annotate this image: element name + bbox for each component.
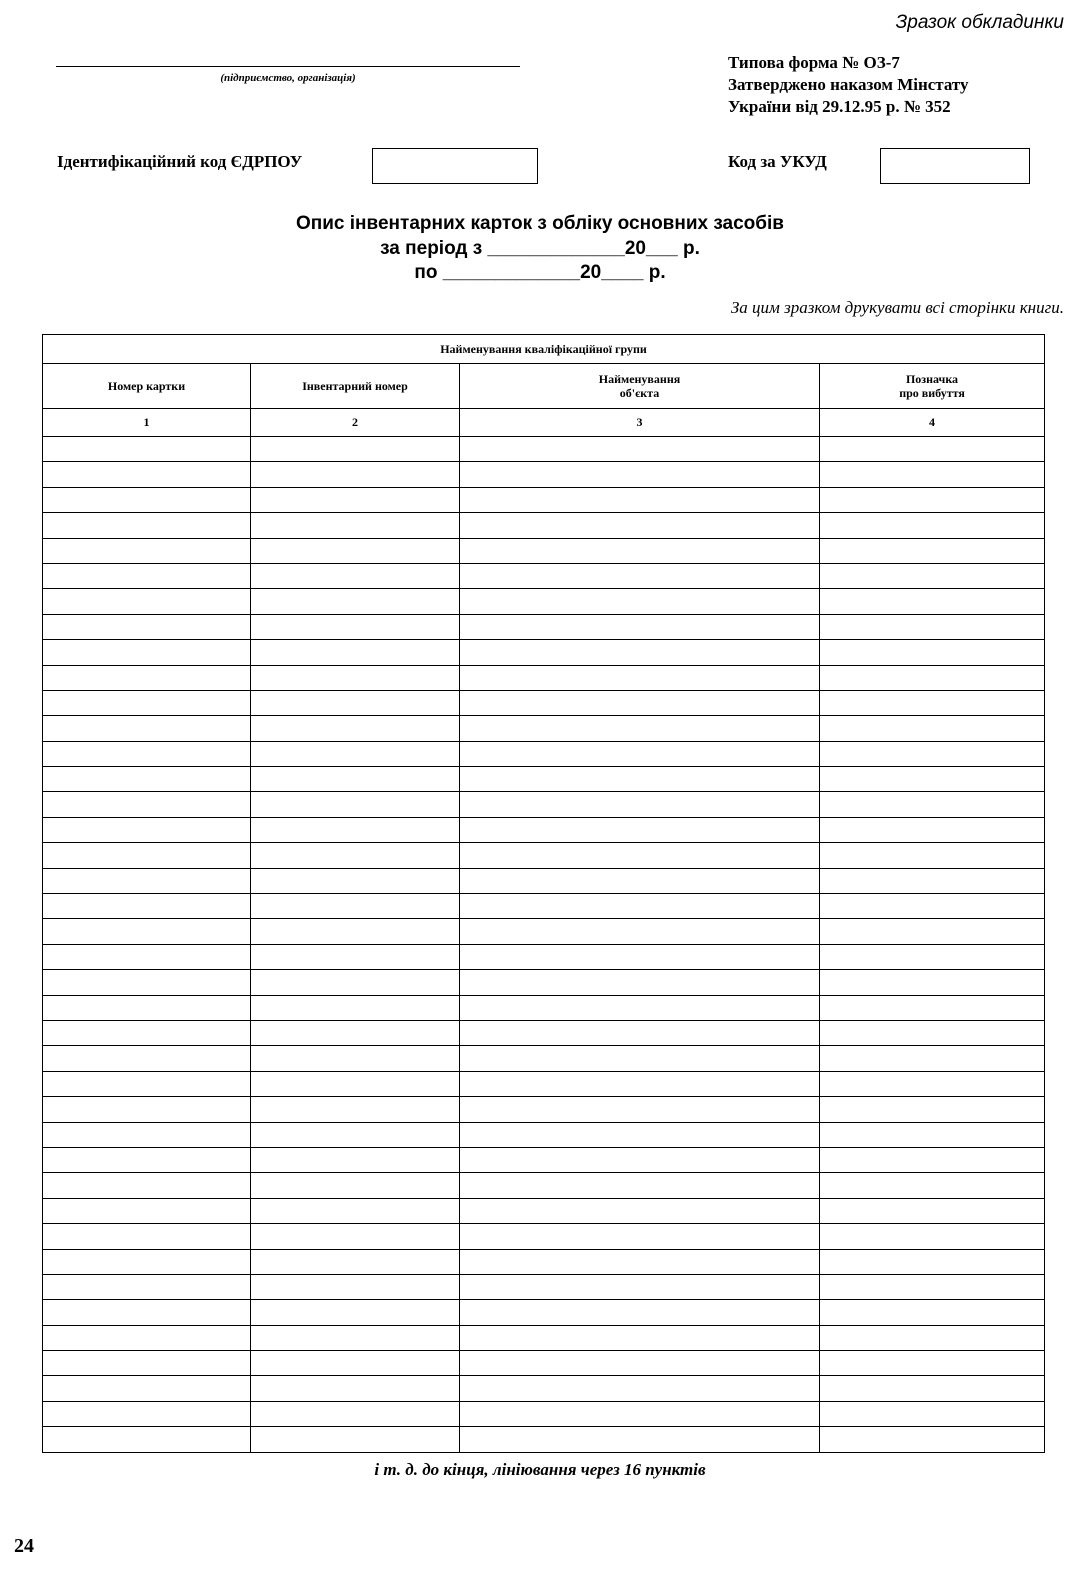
table-row bbox=[43, 868, 1045, 893]
table-cell[interactable] bbox=[820, 1198, 1045, 1223]
table-cell[interactable] bbox=[820, 1046, 1045, 1071]
table-cell[interactable] bbox=[251, 817, 460, 842]
table-cell[interactable] bbox=[251, 970, 460, 995]
period-to: по _____________20____ р. bbox=[414, 262, 666, 283]
table-cell[interactable] bbox=[460, 1325, 820, 1350]
table-cell[interactable] bbox=[43, 1147, 251, 1172]
ukud-box[interactable] bbox=[880, 148, 1030, 184]
table-cell[interactable] bbox=[820, 1122, 1045, 1147]
table-cell[interactable] bbox=[820, 970, 1045, 995]
table-row bbox=[43, 1020, 1045, 1045]
table-cell[interactable] bbox=[460, 970, 820, 995]
group-header-cell: Найменування кваліфікаційної групи bbox=[43, 335, 1045, 364]
table-row bbox=[43, 1046, 1045, 1071]
table-cell[interactable] bbox=[460, 792, 820, 817]
table-row bbox=[43, 817, 1045, 842]
table-cell[interactable] bbox=[251, 1198, 460, 1223]
table-cell[interactable] bbox=[820, 1325, 1045, 1350]
table-row bbox=[43, 843, 1045, 868]
table-cell[interactable] bbox=[251, 1046, 460, 1071]
table-cell[interactable] bbox=[251, 437, 460, 462]
table-cell[interactable] bbox=[820, 513, 1045, 538]
table-row bbox=[43, 1401, 1045, 1426]
table-cell[interactable] bbox=[820, 1300, 1045, 1325]
table-cell[interactable] bbox=[43, 563, 251, 588]
column-number-3: 3 bbox=[460, 409, 820, 437]
table-cell[interactable] bbox=[43, 1300, 251, 1325]
page-number: 24 bbox=[14, 1535, 34, 1557]
table-row bbox=[43, 614, 1045, 639]
table-row bbox=[43, 792, 1045, 817]
table-row bbox=[43, 1351, 1045, 1376]
print-note: За цим зразком друкувати всі сторінки книги. bbox=[730, 298, 1064, 317]
form-number: Типова форма № ОЗ-7 bbox=[728, 53, 900, 72]
table-cell[interactable] bbox=[43, 970, 251, 995]
table-cell[interactable] bbox=[460, 614, 820, 639]
group-header-row bbox=[43, 335, 1045, 364]
column-number-2: 2 bbox=[251, 409, 460, 437]
form-info bbox=[728, 52, 969, 118]
table-cell[interactable] bbox=[43, 1376, 251, 1401]
table-row bbox=[43, 1427, 1045, 1452]
column-header-object-name: Найменування об'єкта bbox=[460, 364, 820, 409]
table-cell[interactable] bbox=[251, 563, 460, 588]
table-cell[interactable] bbox=[460, 665, 820, 690]
column-number-1: 1 bbox=[43, 409, 251, 437]
table-cell[interactable] bbox=[820, 767, 1045, 792]
table-cell[interactable] bbox=[460, 1198, 820, 1223]
table-cell[interactable] bbox=[460, 487, 820, 512]
table-cell[interactable] bbox=[251, 614, 460, 639]
table-cell[interactable] bbox=[43, 640, 251, 665]
table-cell[interactable] bbox=[43, 868, 251, 893]
table-cell[interactable] bbox=[43, 1274, 251, 1299]
table-cell[interactable] bbox=[251, 1097, 460, 1122]
table-row bbox=[43, 741, 1045, 766]
table-row bbox=[43, 1097, 1045, 1122]
table-cell[interactable] bbox=[251, 995, 460, 1020]
table-cell[interactable] bbox=[43, 1046, 251, 1071]
table-cell[interactable] bbox=[460, 919, 820, 944]
table-cell[interactable] bbox=[460, 741, 820, 766]
table-cell[interactable] bbox=[251, 1376, 460, 1401]
table-cell[interactable] bbox=[251, 1274, 460, 1299]
table-cell[interactable] bbox=[251, 1071, 460, 1096]
table-cell[interactable] bbox=[460, 1173, 820, 1198]
table-cell[interactable] bbox=[460, 1224, 820, 1249]
table-cell[interactable] bbox=[820, 1427, 1045, 1452]
table-cell[interactable] bbox=[820, 1249, 1045, 1274]
table-cell[interactable] bbox=[820, 716, 1045, 741]
table-cell[interactable] bbox=[820, 868, 1045, 893]
table-cell[interactable] bbox=[460, 1401, 820, 1426]
table-cell[interactable] bbox=[43, 894, 251, 919]
footer-note: і т. д. до кінця, лініювання через 16 пунктів bbox=[374, 1460, 706, 1479]
table-cell[interactable] bbox=[43, 843, 251, 868]
table-cell[interactable] bbox=[251, 1401, 460, 1426]
table-cell[interactable] bbox=[251, 868, 460, 893]
edrpou-label: Ідентифікаційний код ЄДРПОУ bbox=[57, 152, 303, 171]
table-cell[interactable] bbox=[43, 1122, 251, 1147]
table-cell[interactable] bbox=[43, 1071, 251, 1096]
form-approval-date: України від 29.12.95 р. № 352 bbox=[728, 97, 951, 116]
table-cell[interactable] bbox=[251, 1147, 460, 1172]
table-row bbox=[43, 995, 1045, 1020]
table-cell[interactable] bbox=[251, 513, 460, 538]
table-cell[interactable] bbox=[460, 1046, 820, 1071]
table-cell[interactable] bbox=[460, 640, 820, 665]
table-cell[interactable] bbox=[820, 437, 1045, 462]
table-cell[interactable] bbox=[460, 513, 820, 538]
table-cell[interactable] bbox=[43, 690, 251, 715]
table-row bbox=[43, 1071, 1045, 1096]
table-row bbox=[43, 665, 1045, 690]
table-cell[interactable] bbox=[43, 513, 251, 538]
table-cell[interactable] bbox=[251, 1173, 460, 1198]
table-cell[interactable] bbox=[43, 1325, 251, 1350]
table-row bbox=[43, 538, 1045, 563]
table-row bbox=[43, 767, 1045, 792]
table-cell[interactable] bbox=[251, 1122, 460, 1147]
table-row bbox=[43, 1325, 1045, 1350]
table-cell[interactable] bbox=[43, 1249, 251, 1274]
table-cell[interactable] bbox=[43, 487, 251, 512]
table-cell[interactable] bbox=[251, 538, 460, 563]
table-cell[interactable] bbox=[820, 1020, 1045, 1045]
table-cell[interactable] bbox=[251, 716, 460, 741]
table-cell[interactable] bbox=[820, 1071, 1045, 1096]
table-cell[interactable] bbox=[820, 1351, 1045, 1376]
table-cell[interactable] bbox=[43, 716, 251, 741]
table-cell[interactable] bbox=[820, 894, 1045, 919]
table-cell[interactable] bbox=[460, 1300, 820, 1325]
inventory-table-wrap bbox=[42, 334, 1044, 1453]
table-cell[interactable] bbox=[251, 1325, 460, 1350]
table-row bbox=[43, 640, 1045, 665]
table-row bbox=[43, 487, 1045, 512]
inventory-table bbox=[42, 334, 1045, 1453]
table-cell[interactable] bbox=[251, 1224, 460, 1249]
column-number-4: 4 bbox=[820, 409, 1045, 437]
organization-line bbox=[56, 66, 520, 67]
table-cell[interactable] bbox=[820, 995, 1045, 1020]
table-cell[interactable] bbox=[43, 1020, 251, 1045]
table-cell[interactable] bbox=[460, 690, 820, 715]
table-cell[interactable] bbox=[43, 1224, 251, 1249]
table-row bbox=[43, 1376, 1045, 1401]
table-row bbox=[43, 970, 1045, 995]
table-cell[interactable] bbox=[820, 817, 1045, 842]
table-row bbox=[43, 1147, 1045, 1172]
table-cell[interactable] bbox=[43, 944, 251, 969]
table-cell[interactable] bbox=[460, 817, 820, 842]
column-header-inventory-number: Інвентарний номер bbox=[251, 364, 460, 409]
table-row bbox=[43, 716, 1045, 741]
table-cell[interactable] bbox=[460, 868, 820, 893]
table-cell[interactable] bbox=[820, 1376, 1045, 1401]
table-cell[interactable] bbox=[43, 462, 251, 487]
table-cell[interactable] bbox=[820, 487, 1045, 512]
table-cell[interactable] bbox=[43, 589, 251, 614]
table-cell[interactable] bbox=[251, 487, 460, 512]
table-cell[interactable] bbox=[820, 538, 1045, 563]
table-cell[interactable] bbox=[460, 1122, 820, 1147]
table-cell[interactable] bbox=[43, 1097, 251, 1122]
table-cell[interactable] bbox=[820, 919, 1045, 944]
table-cell[interactable] bbox=[460, 589, 820, 614]
table-cell[interactable] bbox=[251, 690, 460, 715]
table-row bbox=[43, 513, 1045, 538]
document-title: Опис інвентарних карток з обліку основних засобів bbox=[296, 213, 784, 234]
table-cell[interactable] bbox=[43, 665, 251, 690]
table-cell[interactable] bbox=[820, 563, 1045, 588]
table-cell[interactable] bbox=[251, 767, 460, 792]
table-cell[interactable] bbox=[820, 944, 1045, 969]
table-cell[interactable] bbox=[460, 1376, 820, 1401]
table-cell[interactable] bbox=[251, 1300, 460, 1325]
table-row bbox=[43, 944, 1045, 969]
table-row bbox=[43, 690, 1045, 715]
table-cell[interactable] bbox=[251, 894, 460, 919]
table-row bbox=[43, 1224, 1045, 1249]
table-cell[interactable] bbox=[460, 1249, 820, 1274]
table-cell[interactable] bbox=[820, 1173, 1045, 1198]
table-cell[interactable] bbox=[460, 1351, 820, 1376]
table-cell[interactable] bbox=[43, 614, 251, 639]
table-cell[interactable] bbox=[251, 589, 460, 614]
table-cell[interactable] bbox=[820, 665, 1045, 690]
table-cell[interactable] bbox=[43, 1351, 251, 1376]
table-cell[interactable] bbox=[251, 462, 460, 487]
table-cell[interactable] bbox=[460, 995, 820, 1020]
table-row bbox=[43, 1274, 1045, 1299]
table-cell[interactable] bbox=[820, 792, 1045, 817]
table-cell[interactable] bbox=[820, 690, 1045, 715]
table-cell[interactable] bbox=[460, 563, 820, 588]
table-cell[interactable] bbox=[251, 944, 460, 969]
ukud-label: Код за УКУД bbox=[728, 152, 827, 171]
table-cell[interactable] bbox=[460, 843, 820, 868]
table-cell[interactable] bbox=[820, 614, 1045, 639]
table-cell[interactable] bbox=[460, 1097, 820, 1122]
table-cell[interactable] bbox=[43, 919, 251, 944]
table-cell[interactable] bbox=[820, 1224, 1045, 1249]
organization-caption: (підприємство, організація) bbox=[220, 72, 356, 84]
table-cell[interactable] bbox=[820, 589, 1045, 614]
table-row bbox=[43, 919, 1045, 944]
table-cell[interactable] bbox=[460, 716, 820, 741]
table-cell[interactable] bbox=[820, 1147, 1045, 1172]
table-cell[interactable] bbox=[43, 817, 251, 842]
table-row bbox=[43, 563, 1045, 588]
period-from: за період з _____________20___ р. bbox=[380, 238, 700, 259]
table-cell[interactable] bbox=[820, 843, 1045, 868]
table-cell[interactable] bbox=[251, 1351, 460, 1376]
sample-label: Зразок обкладинки bbox=[895, 12, 1064, 33]
column-number-row bbox=[43, 409, 1045, 437]
table-cell[interactable] bbox=[43, 741, 251, 766]
table-cell[interactable] bbox=[820, 1274, 1045, 1299]
table-cell[interactable] bbox=[43, 1173, 251, 1198]
table-cell[interactable] bbox=[460, 1427, 820, 1452]
table-cell[interactable] bbox=[820, 462, 1045, 487]
table-cell[interactable] bbox=[251, 843, 460, 868]
table-cell[interactable] bbox=[460, 538, 820, 563]
table-row bbox=[43, 894, 1045, 919]
table-row bbox=[43, 1122, 1045, 1147]
table-cell[interactable] bbox=[460, 437, 820, 462]
form-approval: Затверджено наказом Мінстату bbox=[728, 75, 969, 94]
table-cell[interactable] bbox=[251, 665, 460, 690]
table-cell[interactable] bbox=[460, 462, 820, 487]
table-cell[interactable] bbox=[460, 1147, 820, 1172]
table-cell[interactable] bbox=[43, 1401, 251, 1426]
table-cell[interactable] bbox=[251, 1249, 460, 1274]
table-row bbox=[43, 1249, 1045, 1274]
table-cell[interactable] bbox=[460, 1020, 820, 1045]
table-cell[interactable] bbox=[460, 894, 820, 919]
column-header-row bbox=[43, 364, 1045, 409]
column-header-disposal-mark: Позначка про вибуття bbox=[820, 364, 1045, 409]
table-cell[interactable] bbox=[460, 1071, 820, 1096]
table-cell[interactable] bbox=[820, 741, 1045, 766]
table-cell[interactable] bbox=[820, 1401, 1045, 1426]
table-cell[interactable] bbox=[251, 741, 460, 766]
table-cell[interactable] bbox=[251, 919, 460, 944]
table-cell[interactable] bbox=[251, 792, 460, 817]
table-row bbox=[43, 1300, 1045, 1325]
table-cell[interactable] bbox=[460, 767, 820, 792]
table-cell[interactable] bbox=[251, 640, 460, 665]
table-cell[interactable] bbox=[251, 1427, 460, 1452]
table-cell[interactable] bbox=[43, 767, 251, 792]
table-cell[interactable] bbox=[820, 640, 1045, 665]
table-cell[interactable] bbox=[251, 1020, 460, 1045]
table-cell[interactable] bbox=[460, 1274, 820, 1299]
table-row bbox=[43, 462, 1045, 487]
table-row bbox=[43, 1173, 1045, 1198]
table-row bbox=[43, 437, 1045, 462]
table-cell[interactable] bbox=[43, 437, 251, 462]
column-header-card-number: Номер картки bbox=[43, 364, 251, 409]
table-cell[interactable] bbox=[43, 792, 251, 817]
edrpou-box[interactable] bbox=[372, 148, 538, 184]
table-cell[interactable] bbox=[820, 1097, 1045, 1122]
table-row bbox=[43, 1198, 1045, 1223]
table-row bbox=[43, 589, 1045, 614]
table-cell[interactable] bbox=[43, 1198, 251, 1223]
table-cell[interactable] bbox=[460, 944, 820, 969]
table-cell[interactable] bbox=[43, 538, 251, 563]
table-cell[interactable] bbox=[43, 995, 251, 1020]
table-cell[interactable] bbox=[43, 1427, 251, 1452]
